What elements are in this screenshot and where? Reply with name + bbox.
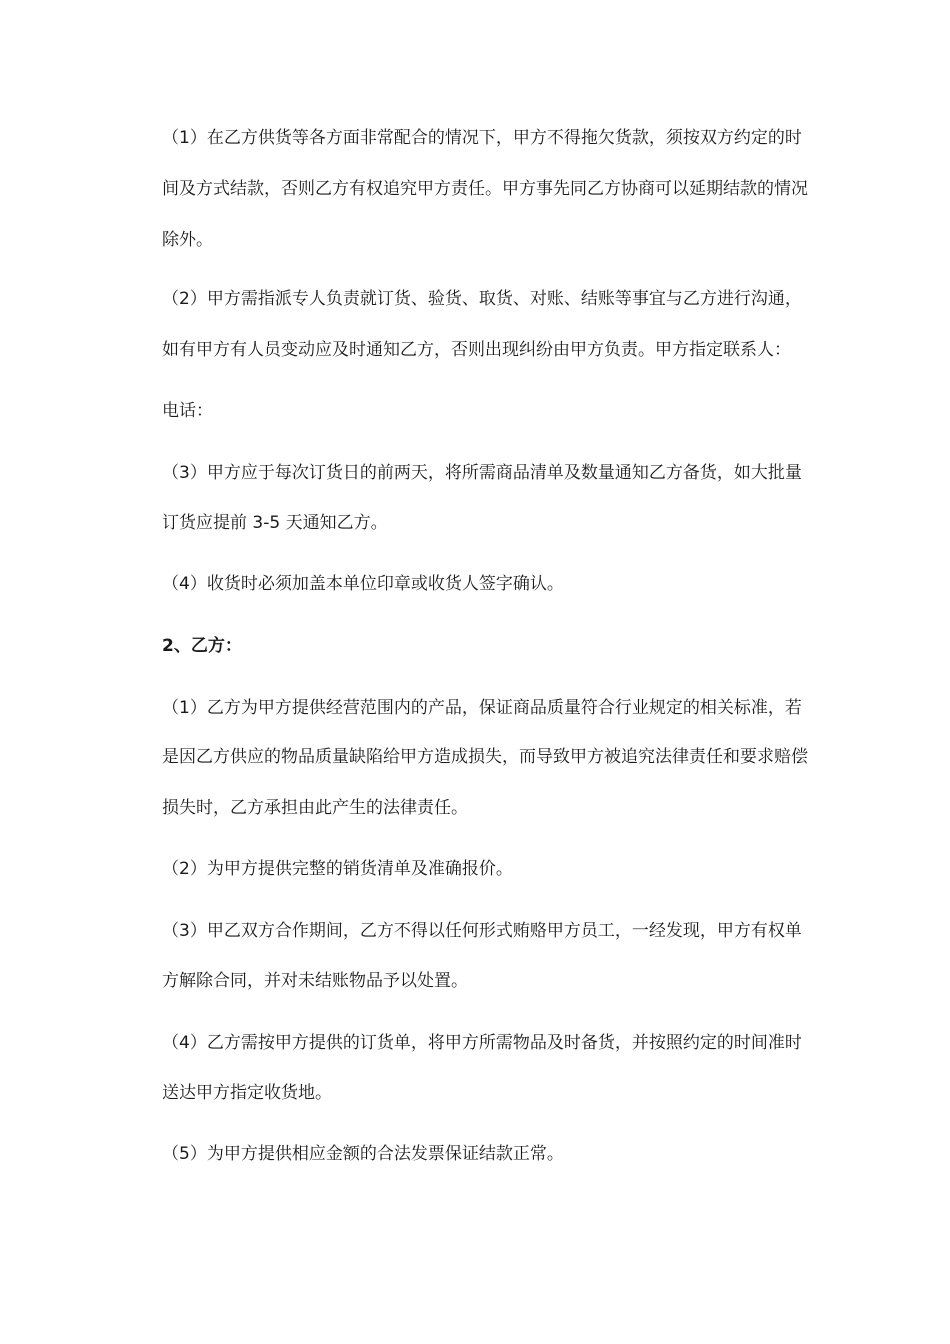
text-line: 是因乙方供应的物品质量缺陷给甲方造成损失，而导致甲方被追究法律责任和要求赔偿 <box>162 747 808 767</box>
text-line: （2）为甲方提供完整的销货清单及准确报价。 <box>162 859 513 879</box>
text-line: 电话： <box>162 401 213 421</box>
text-line: （4）收货时必须加盖本单位印章或收货人签字确认。 <box>162 574 564 594</box>
text-line: （4）乙方需按甲方提供的订货单，将甲方所需物品及时备货，并按照约定的时间准时 <box>162 1033 802 1053</box>
text-line: 如有甲方有人员变动应及时通知乙方，否则出现纠纷由甲方负责。甲方指定联系人： <box>162 340 791 360</box>
section-heading: 2、乙方： <box>162 636 242 656</box>
text-line: 损失时，乙方承担由此产生的法律责任。 <box>162 798 468 818</box>
text-line: （5）为甲方提供相应金额的合法发票保证结款正常。 <box>162 1144 564 1164</box>
text-line: （1）乙方为甲方提供经营范围内的产品，保证商品质量符合行业规定的相关标准，若 <box>162 698 802 718</box>
text-line: 除外。 <box>162 230 213 250</box>
text-line: 方解除合同，并对未结账物品予以处置。 <box>162 971 468 991</box>
text-line: （2）甲方需指派专人负责就订货、验货、取货、对账、结账等事宜与乙方进行沟通， <box>162 289 802 309</box>
text-line: 间及方式结款，否则乙方有权追究甲方责任。甲方事先同乙方协商可以延期结款的情况 <box>162 179 808 199</box>
text-line: （3）甲方应于每次订货日的前两天，将所需商品清单及数量通知乙方备货，如大批量 <box>162 463 802 483</box>
text-line: （1）在乙方供货等各方面非常配合的情况下，甲方不得拖欠货款，须按双方约定的时 <box>162 128 802 148</box>
text-line: （3）甲乙双方合作期间，乙方不得以任何形式贿赂甲方员工，一经发现，甲方有权单 <box>162 921 802 941</box>
text-line: 订货应提前 3-5 天通知乙方。 <box>162 513 388 533</box>
text-line: 送达甲方指定收货地。 <box>162 1083 332 1103</box>
